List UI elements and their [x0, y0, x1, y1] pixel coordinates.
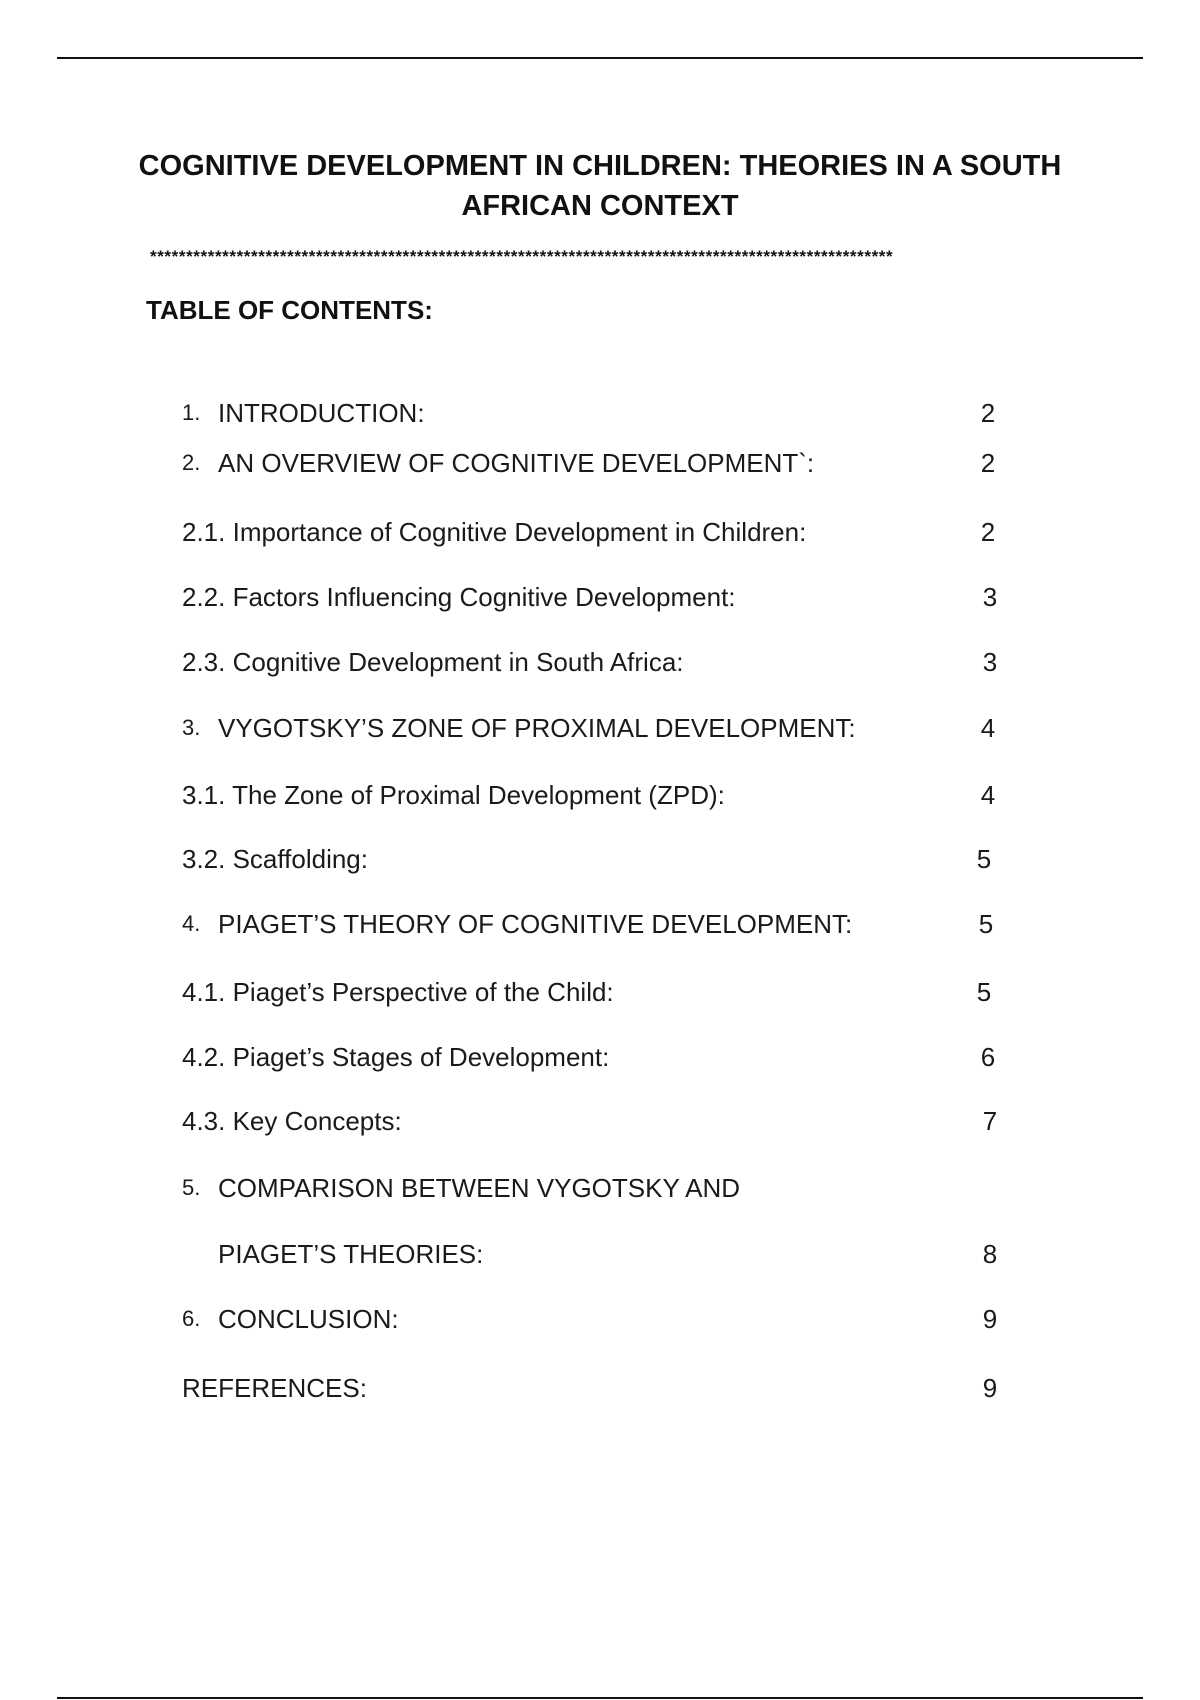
toc-entry-page: 2 — [980, 517, 996, 547]
toc-entry-page: 9 — [982, 1304, 998, 1334]
toc-entry-importance[interactable] — [0, 515, 1200, 549]
separator-line: ******************************************************************************************************* — [150, 247, 894, 266]
toc-entry-label: 3.2. Scaffolding: — [182, 844, 368, 874]
toc-entry-number: 6. — [182, 1306, 201, 1331]
toc-entry-overview[interactable] — [0, 446, 1200, 480]
toc-entry-label: REFERENCES: — [182, 1373, 367, 1403]
toc-entry-piaget[interactable] — [0, 907, 1200, 941]
toc-entry-number: 3. — [182, 715, 201, 740]
toc-entry-introduction[interactable] — [0, 396, 1200, 430]
toc-entry-label: 2.3. Cognitive Development in South Africa: — [182, 647, 684, 677]
document-title: COGNITIVE DEVELOPMENT IN CHILDREN: THEORIES IN A SOUTH AFRICAN CONTEXT — [138, 150, 1062, 222]
toc-entry-label: PIAGET’S THEORY OF COGNITIVE DEVELOPMENT: — [218, 909, 853, 939]
top-rule — [57, 57, 1143, 59]
toc-entry-label: 3.1. The Zone of Proximal Development (ZPD): — [182, 780, 725, 810]
toc-entry-stages[interactable] — [0, 1040, 1200, 1074]
toc-entry-number: 4. — [182, 911, 201, 936]
toc-entry-page: 5 — [976, 977, 992, 1007]
bottom-rule — [57, 1697, 1143, 1699]
toc-entry-label: VYGOTSKY’S ZONE OF PROXIMAL DEVELOPMENT: — [218, 713, 856, 743]
toc-entry-page: 4 — [980, 713, 996, 743]
toc-entry-label: COMPARISON BETWEEN VYGOTSKY AND — [218, 1173, 741, 1203]
toc-entry-page: 2 — [980, 448, 996, 478]
toc-entry-comparison[interactable] — [0, 1171, 1200, 1205]
toc-entry-label: 2.1. Importance of Cognitive Development in Children: — [182, 517, 807, 547]
toc-entry-label: 4.1. Piaget’s Perspective of the Child: — [182, 977, 614, 1007]
toc-entry-number: 5. — [182, 1175, 201, 1200]
toc-entry-label: AN OVERVIEW OF COGNITIVE DEVELOPMENT`: — [218, 448, 815, 478]
toc-entry-page: 9 — [982, 1373, 998, 1403]
toc-entry-page: 8 — [982, 1239, 998, 1269]
toc-entry-south-africa[interactable] — [0, 645, 1200, 679]
toc-entry-label: PIAGET’S THEORIES: — [218, 1239, 484, 1269]
toc-entry-number: 2. — [182, 450, 201, 475]
toc-entry-page: 3 — [982, 647, 998, 677]
toc-entry-label: INTRODUCTION: — [218, 398, 425, 428]
toc-entry-page: 5 — [976, 844, 992, 874]
toc-entry-vygotsky[interactable] — [0, 711, 1200, 745]
toc-entry-page: 2 — [980, 398, 996, 428]
toc-entry-page: 3 — [982, 582, 998, 612]
toc-entry-label: 2.2. Factors Influencing Cognitive Development: — [182, 582, 736, 612]
toc-entry-page: 7 — [982, 1106, 998, 1136]
toc-entry-comparison-cont[interactable] — [0, 1237, 1200, 1271]
toc-entry-factors[interactable] — [0, 580, 1200, 614]
toc-entry-zpd[interactable] — [0, 778, 1200, 812]
toc-entry-label: 4.2. Piaget’s Stages of Development: — [182, 1042, 610, 1072]
toc-entry-number: 1. — [182, 400, 201, 425]
toc-entry-page: 4 — [980, 780, 996, 810]
toc-entry-key-concepts[interactable] — [0, 1104, 1200, 1138]
toc-entry-label: 4.3. Key Concepts: — [182, 1106, 402, 1136]
toc-entry-conclusion[interactable] — [0, 1302, 1200, 1336]
toc-entry-scaffolding[interactable] — [0, 842, 1200, 876]
toc-entry-perspective[interactable] — [0, 975, 1200, 1009]
toc-entry-page: 6 — [980, 1042, 996, 1072]
toc-entry-label: CONCLUSION: — [218, 1304, 399, 1334]
toc-entry-page: 5 — [978, 909, 994, 939]
toc-heading: TABLE OF CONTENTS: — [146, 295, 433, 325]
toc-entry-references[interactable] — [0, 1371, 1200, 1405]
